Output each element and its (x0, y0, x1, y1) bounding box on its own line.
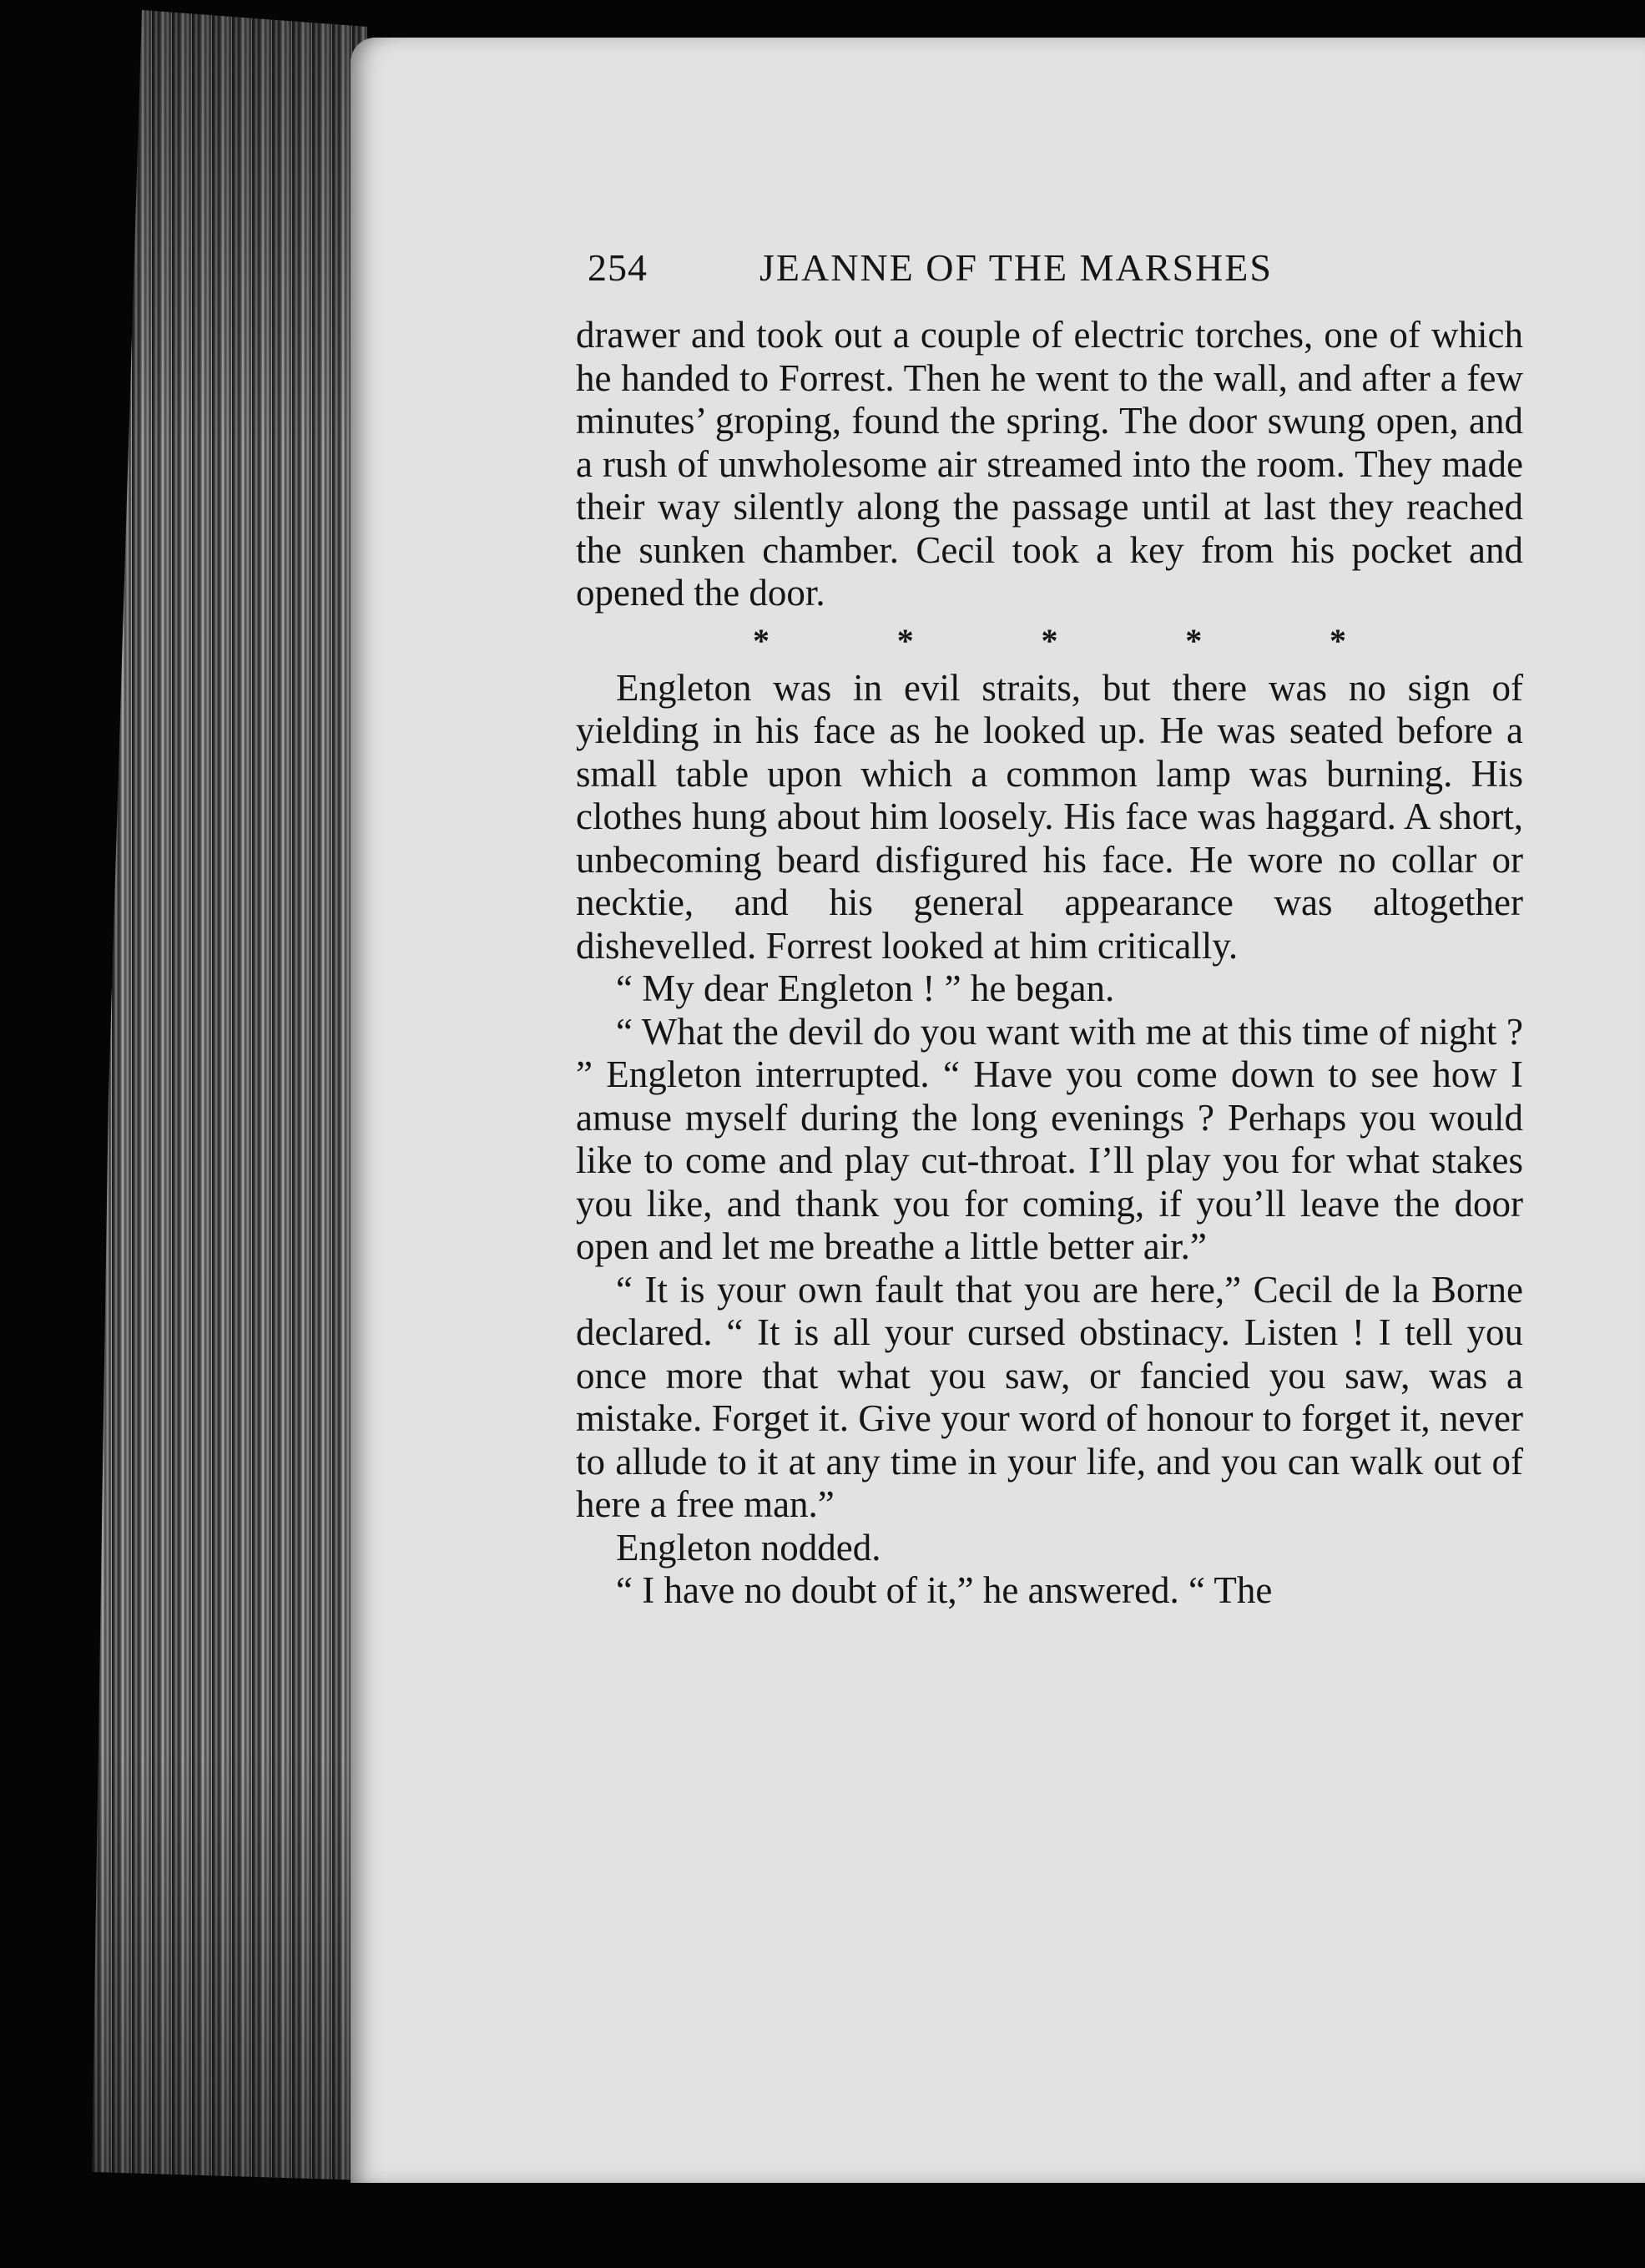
book-title: JEANNE OF THE MARSHES (759, 246, 1273, 289)
section-break-asterisk: * (896, 621, 914, 659)
section-break-asterisk: * (753, 621, 770, 659)
running-head (576, 239, 1523, 314)
paragraph: Engleton nodded. (616, 1526, 881, 1568)
page-text-block (576, 239, 1523, 1613)
paragraph: “ I have no doubt of it,” he answered. “ The (616, 1569, 1273, 1611)
section-break (576, 615, 1523, 667)
paragraph: “ What the devil do you want with me at this time of night ? ” Engleton interrupted. “ Have you come down to see how I amuse myself during the long evenings ? Perhaps you would like to come and play cut-throat. I’ll play you for what stakes you like, and thank you for coming, if you’ll leave the door open and let me breathe a little better air.” (576, 1010, 1523, 1267)
section-break-asterisk: * (1330, 621, 1346, 659)
body-text (576, 314, 1523, 1613)
book-page-edges (92, 10, 367, 2180)
paragraph: “ It is your own fault that you are here,” Cecil de la Borne declared. “ It is all your cursed obstinacy. Listen ! I tell you once more that what you saw, or fancied you saw, was a mistake. Forget it. Give your word of honour to forget it, never to allude to it at any time in your life, and you can walk out of here a free man.” (576, 1268, 1523, 1525)
page-number: 254 (588, 246, 648, 289)
paragraph-continuation: drawer and took out a couple of electric torches, one of which he handed to Forrest. Then he went to the wall, and after a few minutes’ groping, found the spring. The door swung open, and a rush of unwholesome air streamed into the room. They made their way silently along the passage until at last they reached the sunken chamber. Cecil took a key from his pocket and opened the door. (576, 314, 1523, 614)
section-break-asterisk: * (1185, 621, 1203, 659)
paragraph: “ My dear Engleton ! ” he began. (616, 967, 1115, 1009)
paragraph: Engleton was in evil straits, but there was no sign of yielding in his face as he looked up. He was seated before a small table upon which a common lamp was burning. His clothes hung about him loosely. His face was haggard. A short, unbecoming beard disfigured his face. He wore no collar or necktie, and his general appearance was altogether dishevelled. Forrest looked at him critically. (576, 666, 1523, 967)
section-break-asterisk: * (1041, 621, 1058, 659)
